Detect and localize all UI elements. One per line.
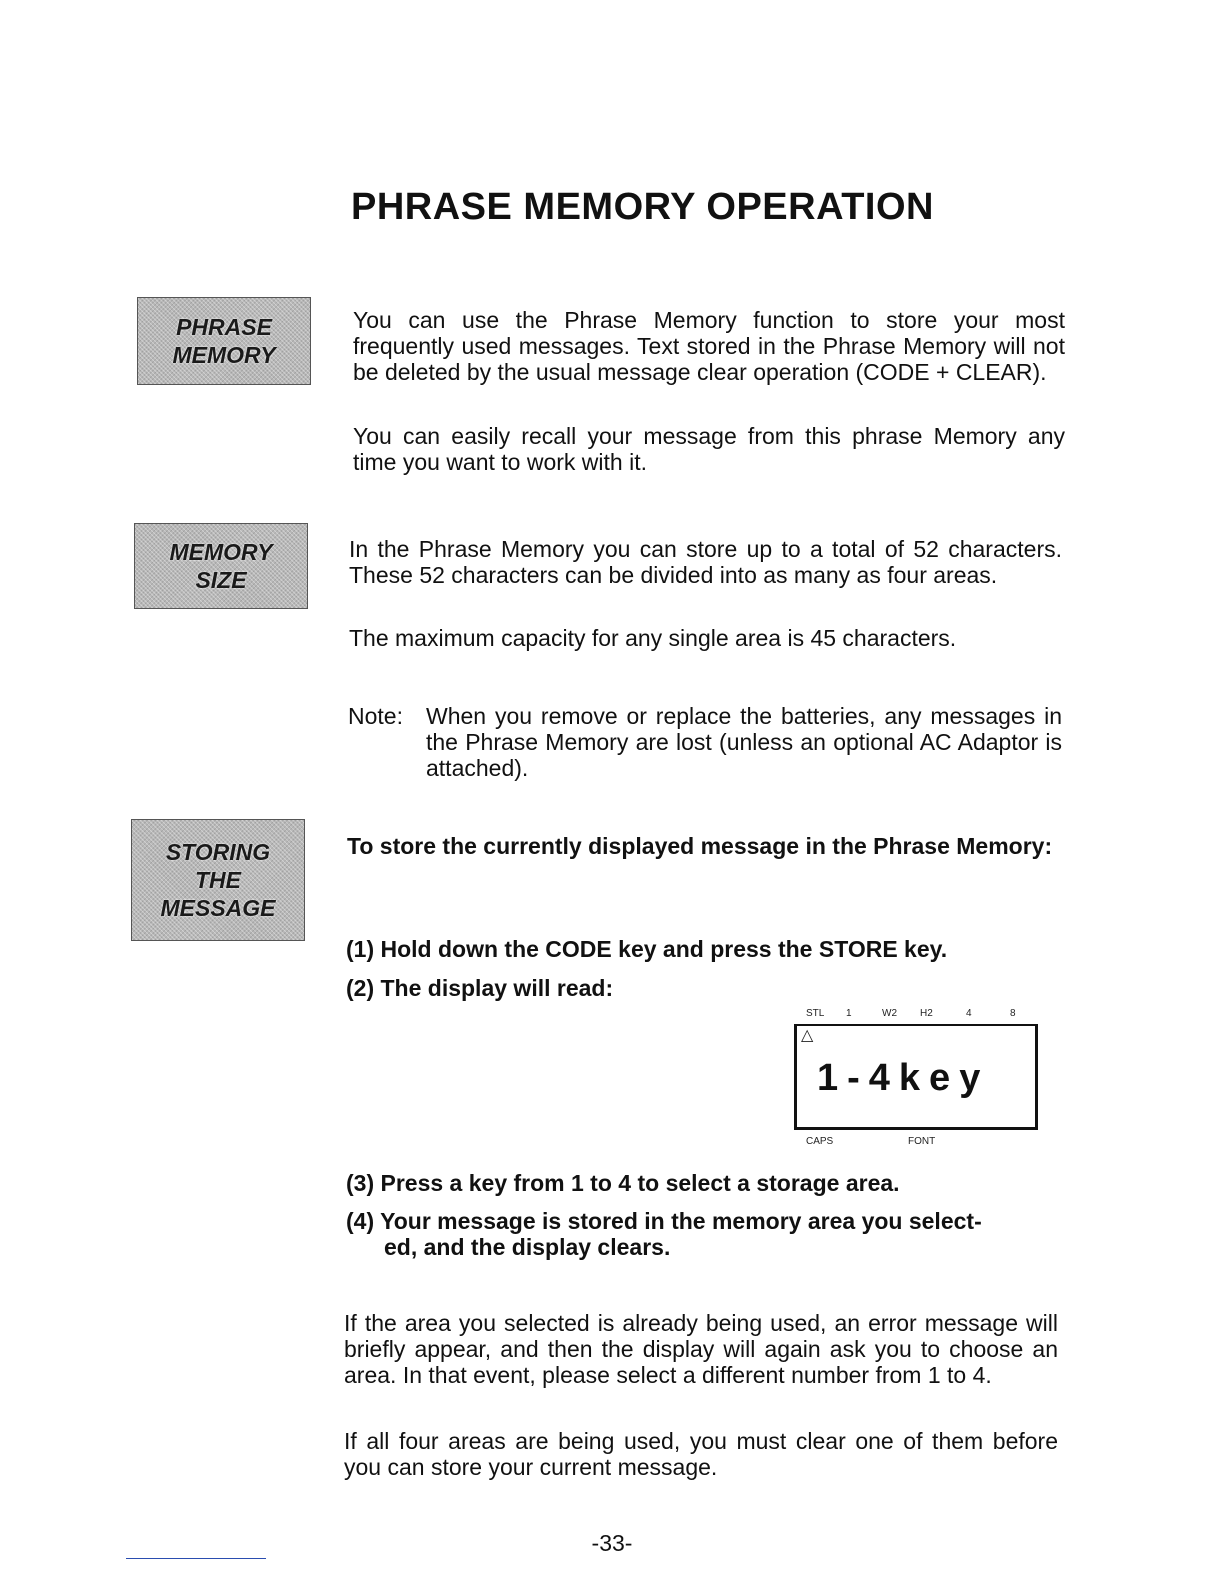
indicator-label: 1 [846,1008,852,1019]
step-2: (2) The display will read: [346,975,614,1001]
page-title: PHRASE MEMORY OPERATION [351,186,934,228]
sidebar-label-line: STORING [165,839,271,865]
sidebar-label-storing-the-message [131,819,305,941]
sidebar-label-line: MEMORY [169,539,273,565]
note-text: When you remove or replace the batteries, any messages in the Phrase Memory are lost (unless an optional AC Adaptor is attached). [426,703,1062,781]
indicator-label: FONT [908,1136,936,1147]
full-paragraph: If all four areas are being used, you must clear one of them before you can store your current message. [344,1428,1058,1480]
storing-lead: To store the currently displayed message in the Phrase Memory: [347,833,1053,859]
indicator-label: W2 [882,1008,897,1019]
size-paragraph-1: In the Phrase Memory you can store up to a total of 52 characters. These 52 characters can be divided into as many as four areas. [349,536,1062,588]
step-3: (3) Press a key from 1 to 4 to select a storage area. [346,1170,900,1196]
indicator-label: 4 [966,1008,972,1019]
sidebar-label-phrase-memory [137,297,311,385]
indicator-label: 8 [1010,1008,1016,1019]
sidebar-label-memory-size [134,523,308,609]
intro-paragraph-1: You can use the Phrase Memory function to store your most frequently used messages. Text stored in the Phrase Memory will not be deleted by the usual message clear operation (CODE + CLEAR). [353,307,1065,385]
error-paragraph: If the area you selected is already being used, an error message will briefly appear, and then the display will again ask you to choose an area. In that event, please select a different number from 1 to 4. [344,1310,1058,1388]
triangle-indicator-icon: △ [801,1027,814,1044]
note-label: Note: [348,703,403,729]
sidebar-label-line: PHRASE [176,314,272,340]
indicator-label: H2 [920,1008,933,1019]
size-paragraph-2: The maximum capacity for any single area is 45 characters. [349,625,957,651]
sidebar-label-line: THE [195,867,241,893]
lcd-display [794,1024,1038,1130]
step-4-continued: ed, and the display clears. [384,1234,671,1260]
sidebar-label-line: MEMORY [172,342,276,368]
intro-paragraph-2: You can easily recall your message from this phrase Memory any time you want to work with it. [353,423,1065,475]
sidebar-label-line: SIZE [195,567,247,593]
step-4: (4) Your message is stored in the memory area you select- [346,1208,982,1234]
display-indicator-labels [790,1008,1040,1022]
footer-rule [126,1558,266,1559]
display-bottom-labels [790,1136,1040,1150]
indicator-label: CAPS [806,1136,834,1147]
step-1: (1) Hold down the CODE key and press the STORE key. [346,936,948,962]
lcd-display-text: 1-4key [817,1057,990,1099]
sidebar-label-line: MESSAGE [160,895,276,921]
indicator-label: STL [806,1008,825,1019]
page-number: -33- [591,1530,633,1556]
